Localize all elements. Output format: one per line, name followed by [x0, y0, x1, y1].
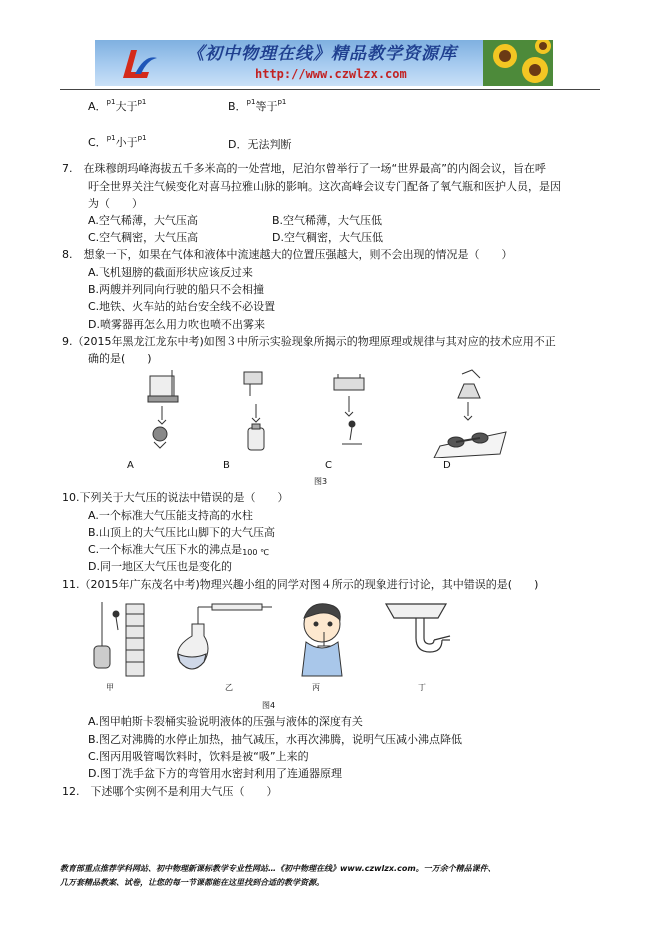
- banner-title: 《初中物理在线》精品教学资源库: [187, 44, 457, 64]
- q10-stem: 10.下列关于大气压的说法中错误的是（ ）: [62, 491, 289, 504]
- fig4-bing-boy-drinking-drawing: [302, 604, 342, 676]
- p-symbol: p: [106, 134, 112, 142]
- q8-option-a: A.飞机翅膀的截面形状应该反过来: [88, 266, 253, 279]
- q9-stem-line1: 9.（2015年黑龙江龙东中考)如图３中所示实验现象所揭示的物理原理或规律与其对应的技术应用不正: [62, 335, 556, 348]
- p-symbol: p: [277, 98, 282, 106]
- q8-option-b: B.两艘并列同向行驶的船只不会相撞: [88, 283, 265, 296]
- q11-option-b: B.图乙对沸腾的水停止加热，抽气减压，水再次沸腾，说明气压减小沸点降低: [88, 733, 463, 746]
- figure-3-caption: 图3: [314, 477, 328, 486]
- q12-stem: 12. 下述哪个实例不是利用大气压（ ）: [62, 785, 278, 798]
- q6-option-c-prefix: C．: [88, 136, 107, 149]
- q7-stem-line1: 7. 在珠穆朗玛峰海拔五千多米高的一处营地，尼泊尔曾举行了一场“世界最高”的内阁会议，旨在呼: [62, 162, 546, 175]
- header-banner: [95, 40, 553, 86]
- banner-url: http://www.czwlzx.com: [255, 67, 407, 81]
- q11-stem: 11.（2015年广东茂名中考)物理兴趣小组的同学对图４所示的现象进行讨论，其中错误的是( ): [62, 578, 539, 591]
- q6-option-b: [228, 100, 286, 113]
- q6-option-c: [88, 136, 147, 149]
- q7-option-d: D.空气稠密，大气压低: [272, 231, 383, 244]
- q7-stem-line2: 吁全世界关注气候变化对喜马拉雅山脉的影响。这次高峰会议专门配备了氧气瓶和医护人员，是因: [88, 180, 561, 193]
- fig3-d-suction-cup-drawing: [434, 370, 506, 458]
- q6-option-a: [88, 100, 146, 113]
- q10-option-c-text: C.一个标准大气压下水的沸点是: [88, 543, 243, 556]
- subscript-1: 1: [141, 98, 147, 106]
- q7-option-a: A.空气稀薄，大气压高: [88, 214, 198, 227]
- fig3-label-d: D: [443, 460, 451, 471]
- figure-3-illustration: [110, 368, 510, 458]
- q7-option-b: B.空气稀薄，大气压低: [272, 214, 383, 227]
- subscript-1: 1: [251, 98, 256, 106]
- p-symbol: p: [137, 134, 143, 142]
- fig3-label-a: A: [127, 460, 134, 471]
- fig3-label-b: B: [223, 460, 230, 471]
- subscript-1: 1: [111, 134, 116, 142]
- fig4-label-ding: 丁: [418, 683, 426, 692]
- fig3-label-c: C: [325, 460, 332, 471]
- q6-option-a-prefix: A．: [88, 100, 107, 113]
- fig3-a-barometer-drawing: [148, 370, 178, 448]
- p-symbol: p: [137, 98, 142, 106]
- subscript-1: 1: [281, 98, 287, 106]
- q7-stem-line3: 为（ ）: [88, 197, 143, 210]
- q6-option-b-text: 等于: [255, 100, 278, 113]
- p-symbol: p: [106, 98, 111, 106]
- q10-option-c-value: 100 ℃: [242, 548, 269, 557]
- fig3-b-bottle-drawing: [244, 372, 264, 450]
- header-divider: [60, 89, 600, 90]
- q10-option-a: A.一个标准大气压能支持高的水柱: [88, 509, 253, 522]
- q8-option-c: C.地铁、火车站的站台安全线不必设置: [88, 300, 276, 313]
- q8-option-d: D.喷雾器再怎么用力吹也喷不出雾来: [88, 318, 265, 331]
- footer-line1: 教育部重点推荐学科网站、初中物理新课标教学专业性网站…《初中物理在线》www.czwlzx.com。一万余个精品课件、: [60, 864, 496, 873]
- q6-option-a-text: 大于: [115, 100, 138, 113]
- figure-4-caption: 图4: [262, 701, 276, 710]
- fig4-label-jia: 甲: [106, 683, 114, 692]
- fig4-ding-sink-drawing: [386, 604, 450, 652]
- q6-option-b-prefix: B．: [228, 100, 247, 113]
- fig4-label-bing: 丙: [312, 683, 320, 692]
- q6-option-d: D．无法判断: [228, 138, 292, 151]
- q8-stem: 8. 想象一下，如果在气体和液体中流速越大的位置压强越大，则不会出现的情况是（ ）: [62, 248, 513, 261]
- q6-option-c-text: 小于: [115, 136, 138, 149]
- footer-line2: 几万套精品教案、试卷，让您的每一节课都能在这里找到合适的教学资源。: [60, 878, 324, 887]
- p-symbol: p: [246, 98, 251, 106]
- q7-option-c: C.空气稠密，大气压高: [88, 231, 199, 244]
- q9-stem-line2: 确的是( ): [88, 352, 152, 365]
- subscript-1: 1: [142, 134, 147, 142]
- subscript-1: 1: [110, 98, 116, 106]
- site-logo: [119, 44, 159, 84]
- fig4-yi-flask-syringe-drawing: [178, 604, 272, 669]
- q10-option-d: D.同一地区大气压也是变化的: [88, 560, 232, 573]
- figure-4-illustration: [80, 596, 480, 682]
- q11-option-d: D.图丁洗手盆下方的弯管用水密封利用了连通器原理: [88, 767, 342, 780]
- fig4-label-yi: 乙: [225, 683, 233, 692]
- q10-option-c: [88, 543, 269, 556]
- fig4-jia-pascal-barrel-drawing: [94, 602, 144, 676]
- q10-option-b: B.山顶上的大气压比山脚下的大气压高: [88, 526, 276, 539]
- q11-option-c: C.图丙用吸管喝饮料时，饮料是被“吸”上来的: [88, 750, 309, 763]
- sunflower-image: [483, 40, 553, 86]
- q11-option-a: A.图甲帕斯卡裂桶实验说明液体的压强与液体的深度有关: [88, 715, 363, 728]
- fig3-c-skier-drawing: [334, 374, 364, 444]
